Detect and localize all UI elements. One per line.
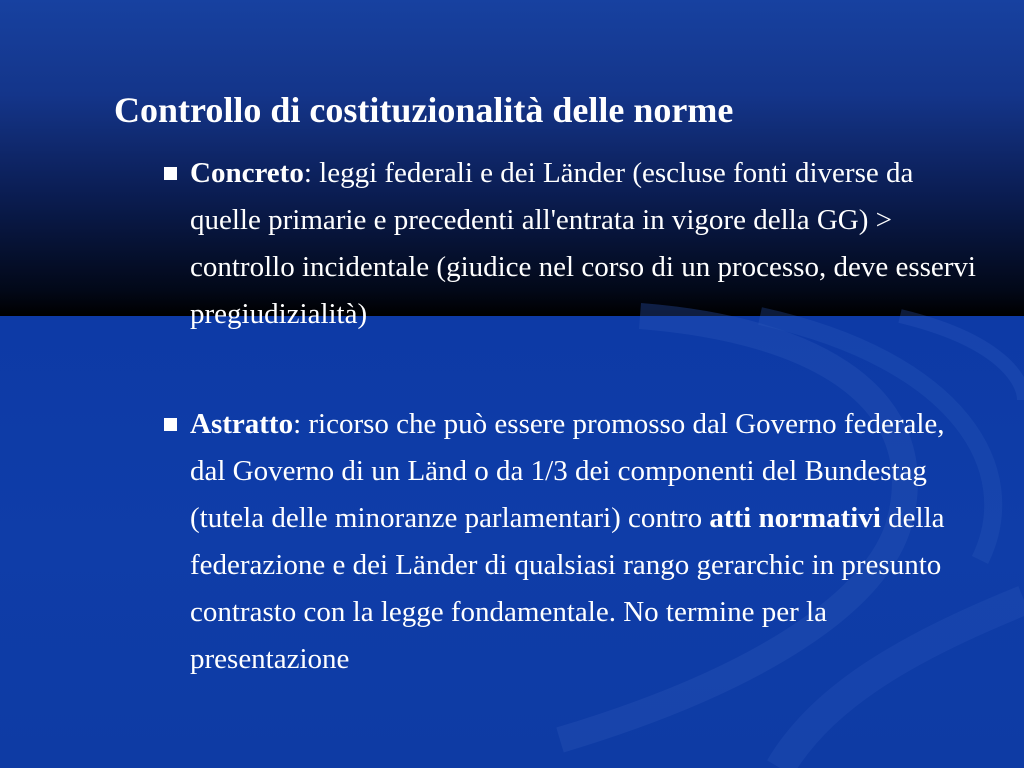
bullet-text: : leggi federali e dei Länder (escluse fonti diverse da quelle primarie e precedenti all'entrata in vigore della GG) > controllo incidentale (giudice nel corso di un processo, deve esservi pregiudizialità) [190, 157, 976, 330]
square-bullet-icon [164, 167, 177, 180]
bullet-term: Concreto [190, 157, 304, 189]
bullet-text: : ricorso che può essere promosso dal Governo federale, dal Governo di un Länd o da 1/3 dei componenti del Bundestag (tutela delle minoranze parlamentari) contro [190, 408, 945, 534]
slide-title: Controllo di costituzionalità delle norme [114, 90, 734, 130]
square-bullet-icon [164, 418, 177, 431]
bullet-astratto [190, 401, 980, 683]
bullet-emphasis: atti normativi [709, 502, 881, 534]
bullet-concreto [190, 150, 980, 338]
bullet-text-continued: della federazione e dei Länder di qualsiasi rango gerarchic in presunto contrasto con la legge fondamentale. No termine per la presentazione [190, 502, 945, 675]
bullet-term: Astratto [190, 408, 294, 440]
